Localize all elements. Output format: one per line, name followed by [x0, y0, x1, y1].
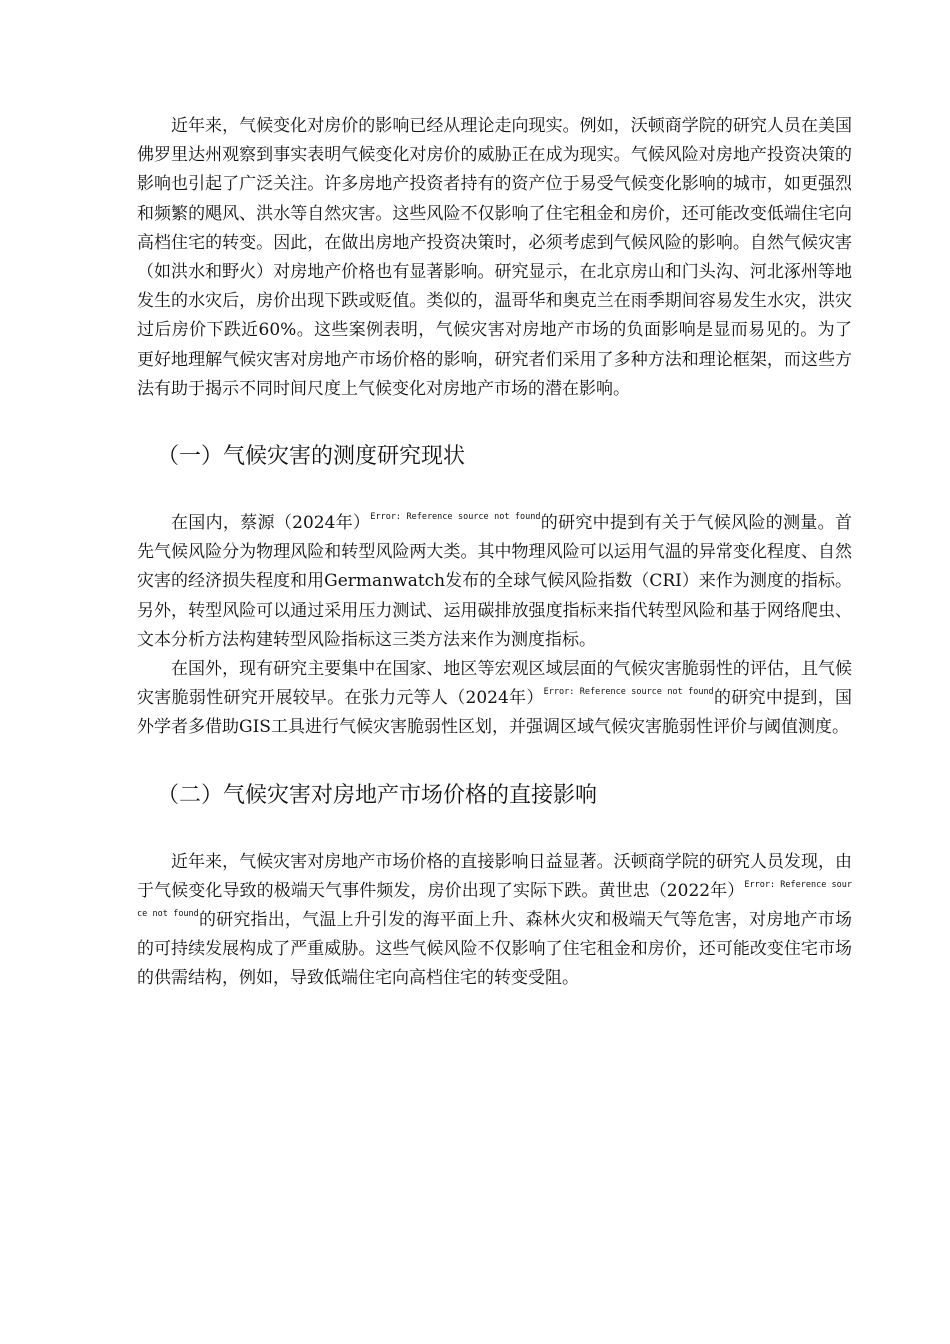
- section-2-paragraph-1: [137, 848, 852, 994]
- reference-error-marker: Error: Reference source not found: [370, 512, 541, 523]
- document-page: [137, 112, 852, 994]
- paragraph-text: 近年来，气候灾害对房地产市场价格的直接影响日益显著。沃顿商学院的研究人员发现，由于气候变化导致的极端天气事件频发，房价出现了实际下跌。黄世忠（2022年）: [137, 851, 852, 901]
- section-1-heading: （一）气候灾害的测度研究现状: [157, 444, 466, 470]
- reference-error-marker: Error: Reference source not found: [543, 687, 714, 698]
- paragraph-text: 在国外，现有研究主要集中在国家、地区等宏观区域层面的气候灾害脆弱性的评估，且气候灾害脆弱性研究开展较早。在张力元等人（2024年）: [137, 659, 852, 709]
- paragraph-text: 的研究指出，气温上升引发的海平面上升、森林火灾和极端天气等危害，对房地产市场的可持续发展构成了严重威胁。这些气候风险不仅影响了住宅租金和房价，还可能改变住宅市场的供需结构，例如，导致低端住宅向高档住宅的转变受阻。: [137, 910, 852, 989]
- reference-error-marker: Error: Reference source not found: [137, 879, 853, 920]
- intro-paragraph: 近年来，气候变化对房价的影响已经从理论走向现实。例如，沃顿商学院的研究人员在美国佛罗里达州观察到事实表明气候变化对房价的威胁正在成为现实。气候风险对房地产投资决策的影响也引起了广泛关注。许多房地产投资者持有的资产位于易受气候变化影响的城市，如更强烈和频繁的飓风、洪水等自然灾害。这些风险不仅影响了住宅租金和房价，还可能改变低端住宅向高档住宅的转变。因此，在做出房地产投资决策时，必须考虑到气候风险的影响。自然气候灾害（如洪水和野火）对房地产价格也有显著影响。研究显示，在北京房山和门头沟、河北涿州等地发生的水灾后，房价出现下跌或贬值。类似的，温哥华和奥克兰在雨季期间容易发生水灾，洪灾过后房价下跌近60%。这些案例表明，气候灾害对房地产市场的负面影响是显而易见的。为了更好地理解气候灾害对房地产市场价格的影响，研究者们采用了多种方法和理论框架，而这些方法有助于揭示不同时间尺度上气候变化对房地产市场的潜在影响。: [137, 116, 852, 399]
- paragraph-text: 在国内，蔡源（2024年）: [171, 513, 371, 534]
- section-2-heading: （二）气候灾害对房地产市场价格的直接影响: [157, 782, 598, 808]
- section-1-paragraph-1: [137, 509, 852, 655]
- paragraph-text: 的研究中提到有关于气候风险的测量。首先气候风险分为物理风险和转型风险两大类。其中物理风险可以运用气温的异常变化程度、自然灾害的经济损失程度和用Germanwatch发布的全球气候风险指数（CRI）来作为测度的指标。另外，转型风险可以通过采用压力测试、运用碳排放强度指标来指代转型风险和基于网络爬虫、文本分析方法构建转型风险指标这三类方法来作为测度指标。: [137, 513, 852, 650]
- section-1-paragraph-2: [137, 655, 852, 743]
- paragraph-text: 的研究中提到，国外学者多借助GIS工具进行气候灾害脆弱性区划，并强调区域气候灾害脆弱性评价与阈值测度。: [137, 688, 853, 738]
